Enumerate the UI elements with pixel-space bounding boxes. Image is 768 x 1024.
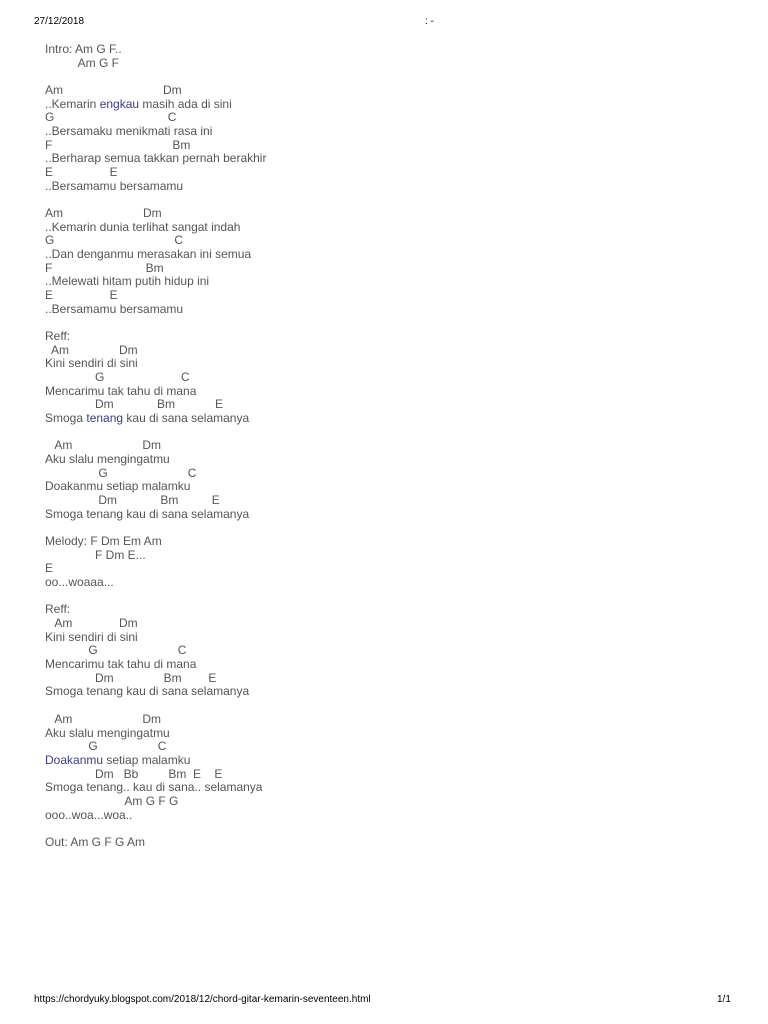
sheet-line: Smoga tenang.. kau di sana.. selamanya — [45, 780, 263, 795]
sheet-line: G C — [45, 370, 190, 385]
sheet-line: Smoga tenang kau di sana selamanya — [45, 411, 250, 426]
sheet-line: Mencarimu tak tahu di mana — [45, 383, 197, 398]
sheet-line: Am Dm — [45, 711, 162, 726]
print-time: : - — [425, 16, 434, 27]
sheet-line: ..Kemarin engkau masih ada di sini — [45, 96, 232, 111]
sheet-line: Aku slalu mengingatmu — [45, 452, 170, 467]
sheet-line: ..Bersamamu bersamamu — [45, 178, 184, 193]
print-date: 27/12/2018 — [34, 16, 85, 27]
sheet-line: Am G F — [45, 55, 120, 70]
sheet-line: ooo..woa...woa.. — [45, 807, 133, 822]
sheet-line: Am Dm — [45, 206, 162, 221]
sheet-line: Mencarimu tak tahu di mana — [45, 657, 197, 672]
sheet-line: Am Dm — [45, 342, 138, 357]
sheet-line: Am Dm — [45, 438, 162, 453]
sheet-line: Dm Bm E — [45, 493, 220, 508]
sheet-line: Reff: — [45, 602, 71, 617]
sheet-line: ..Kemarin dunia terlihat sangat indah — [45, 219, 241, 234]
sheet-line: G C — [45, 465, 197, 480]
source-url: https://chordyuky.blogspot.com/2018/12/chord-gitar-kemarin-seventeen.html — [34, 994, 371, 1005]
highlighted-word: tenang — [86, 411, 124, 426]
sheet-line: ..Melewati hitam putih hidup ini — [45, 274, 210, 289]
highlighted-word: engkau — [99, 96, 140, 111]
sheet-line: F Dm E... — [45, 547, 146, 562]
sheet-line: Smoga tenang kau di sana selamanya — [45, 684, 250, 699]
sheet-line: Dm Bm E — [45, 670, 217, 685]
sheet-line: Doakanmu setiap malamku — [45, 479, 191, 494]
sheet-line: ..Bersamamu bersamamu — [45, 301, 184, 316]
sheet-line: G C — [45, 233, 184, 248]
sheet-line: oo...woaaa... — [45, 575, 114, 590]
highlighted-word: Doakanmu — [45, 752, 104, 767]
sheet-line: Kini sendiri di sini — [45, 629, 138, 644]
sheet-line: Melody: F Dm Em Am — [45, 534, 162, 549]
sheet-line: Am G F G — [45, 793, 179, 808]
sheet-line: G C — [45, 110, 177, 125]
sheet-line: Am Dm — [45, 616, 138, 631]
sheet-line: G C — [45, 643, 187, 658]
sheet-line: Dm Bm E — [45, 397, 224, 412]
sheet-line: ..Bersamaku menikmati rasa ini — [45, 124, 213, 139]
sheet-line: Dm Bb Bm E E — [45, 766, 223, 781]
sheet-line: E — [45, 561, 54, 576]
page-number: 1/1 — [717, 994, 731, 1005]
sheet-line: Reff: — [45, 329, 71, 344]
sheet-line: G C — [45, 739, 167, 754]
sheet-line: E E — [45, 165, 118, 180]
sheet-line: Aku slalu mengingatmu — [45, 725, 170, 740]
sheet-line: Am Dm — [45, 83, 182, 97]
sheet-line: Kini sendiri di sini — [45, 356, 138, 371]
sheet-line: Doakanmu setiap malamku — [45, 752, 191, 767]
sheet-line: ..Berharap semua takkan pernah berakhir — [45, 151, 267, 166]
sheet-line: F Bm — [45, 137, 191, 152]
sheet-line: F Bm — [45, 260, 164, 275]
sheet-line: Out: Am G F G Am — [45, 834, 146, 849]
sheet-line: Intro: Am G F.. — [45, 42, 122, 56]
sheet-line: ..Dan denganmu merasakan ini semua — [45, 247, 252, 262]
sheet-line: Smoga tenang kau di sana selamanya — [45, 506, 250, 521]
sheet-line: E E — [45, 288, 118, 303]
